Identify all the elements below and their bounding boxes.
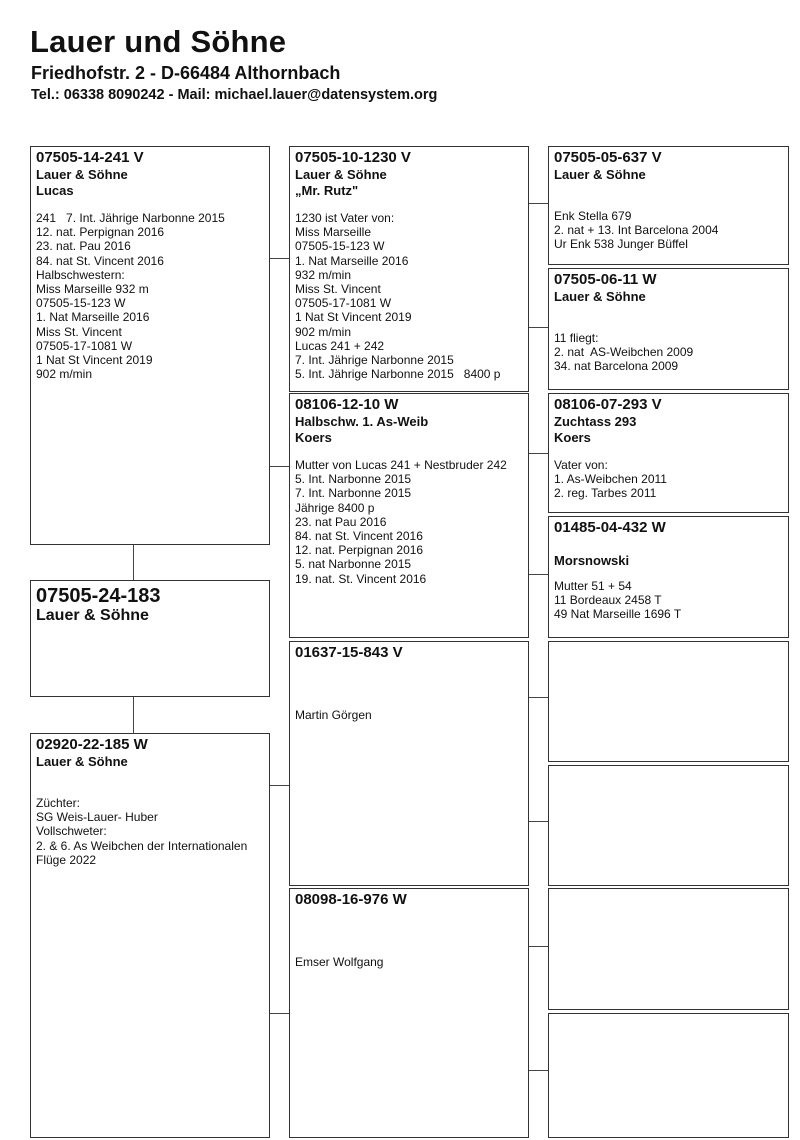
notes: Mutter 51 + 54 11 Bordeaux 2458 T 49 Nat Marseille 1696 T <box>554 579 682 622</box>
pedigree-box-ffm <box>548 268 789 390</box>
ring-number: 01485-04-432 W <box>554 519 666 536</box>
connector-father-parents <box>269 258 289 259</box>
pedigree-box-fmf <box>548 393 789 513</box>
owner: Lauer & Söhne <box>36 754 128 769</box>
pigeon-name: „Mr. Rutz" <box>295 183 359 198</box>
connector-mm-parents <box>528 946 548 947</box>
pedigree-box-father-father <box>289 146 529 392</box>
notes: Mutter von Lucas 241 + Nestbruder 242 5. Int. Narbonne 2015 7. Int. Narbonne 2015 Jährige 8400 p 23. nat Pau 2016 84. nat St. Vincent 2016 12. nat. Perpignan 2016 5. nat Narbonne 2015 19. nat. St. Vincent 2016 <box>295 458 507 586</box>
pedigree-box-fff <box>548 146 789 265</box>
ring-number: 07505-06-11 W <box>554 271 657 288</box>
owner: Lauer & Söhne <box>554 289 646 304</box>
pedigree-box-mff <box>548 641 789 762</box>
owner: Lauer & Söhne <box>554 167 646 182</box>
notes: 11 fliegt: 2. nat AS-Weibchen 2009 34. nat Barcelona 2009 <box>554 331 694 374</box>
notes: Martin Görgen <box>295 708 372 722</box>
pedigree-box-mother <box>30 733 270 1138</box>
connector-mother-parents-mm <box>269 1013 289 1014</box>
notes: Vater von: 1. As-Weibchen 2011 2. reg. Tarbes 2011 <box>554 458 667 501</box>
connector-fm-parents <box>528 453 548 454</box>
pigeon-name: Koers <box>554 430 591 445</box>
connector-mf-parents <box>528 697 548 698</box>
pedigree-box-mother-father <box>289 641 529 886</box>
notes: Züchter: SG Weis-Lauer- Huber Vollschweter: 2. & 6. As Weibchen der Internationalen Flüge 2022 <box>36 796 248 867</box>
ring-number: 08098-16-976 W <box>295 891 407 908</box>
ring-number: 07505-05-637 V <box>554 149 662 166</box>
pedigree-box-subject <box>30 580 270 697</box>
ring-number: 01637-15-843 V <box>295 644 403 661</box>
pedigree-box-mother-mother <box>289 888 529 1138</box>
ring-number: 08106-12-10 W <box>295 396 399 413</box>
pigeon-name: Koers <box>295 430 332 445</box>
connector-subject-father <box>133 544 134 581</box>
connector-ff-parents-m <box>528 327 548 328</box>
breeder-contact: Tel.: 06338 8090242 - Mail: michael.lauer@datensystem.org <box>31 87 438 103</box>
breeder-name: Lauer und Söhne <box>30 24 287 59</box>
connector-mother-parents <box>269 785 289 786</box>
connector-father-parents-fm <box>269 466 289 467</box>
notes: 1230 ist Vater von: Miss Marseille 07505-15-123 W 1. Nat Marseille 2016 932 m/min Miss St. Vincent 07505-17-1081 W 1 Nat St Vincent 2019 902 m/min Lucas 241 + 242 7. Int. Jährige Narbonne 2015 5. Int. Jährige Narbonne 2015 8400 p <box>295 211 501 382</box>
connector-mf-parents-m <box>528 821 548 822</box>
pigeon-name: Lucas <box>36 183 74 198</box>
owner: Lauer & Söhne <box>36 167 128 182</box>
ring-number: 07505-10-1230 V <box>295 149 411 166</box>
connector-subject-mother <box>133 696 134 734</box>
ring-number: 07505-24-183 <box>36 585 161 607</box>
pedigree-box-mmf <box>548 888 789 1010</box>
notes: 241 7. Int. Jährige Narbonne 2015 12. nat. Perpignan 2016 23. nat. Pau 2016 84. nat St. Vincent 2016 Halbschwestern: Miss Marseille 932 m 07505-15-123 W 1. Nat Marseille 2016 Miss St. Vincent 07505-17-1081 W 1 Nat St Vincent 2019 902 m/min <box>36 211 225 382</box>
connector-ff-parents <box>528 203 548 204</box>
pedigree-box-father-mother <box>289 393 529 638</box>
pedigree-box-mfm <box>548 765 789 886</box>
ring-number: 08106-07-293 V <box>554 396 662 413</box>
owner: Lauer & Söhne <box>295 167 387 182</box>
notes: Emser Wolfgang <box>295 955 384 969</box>
owner: Halbschw. 1. As-Weib <box>295 414 429 429</box>
owner: Lauer & Söhne <box>36 607 149 624</box>
notes: Enk Stella 679 2. nat + 13. Int Barcelona 2004 Ur Enk 538 Junger Büffel <box>554 209 719 252</box>
ring-number: 02920-22-185 W <box>36 736 148 753</box>
breeder-address: Friedhofstr. 2 - D-66484 Althornbach <box>31 63 341 83</box>
pigeon-name: Morsnowski <box>554 553 630 568</box>
owner: Zuchtass 293 <box>554 414 637 429</box>
connector-fm-parents-m <box>528 574 548 575</box>
pedigree-box-fmm <box>548 516 789 638</box>
ring-number: 07505-14-241 V <box>36 149 144 166</box>
pedigree-box-father <box>30 146 270 545</box>
pedigree-box-mmm <box>548 1013 789 1138</box>
connector-mm-parents-m <box>528 1070 548 1071</box>
